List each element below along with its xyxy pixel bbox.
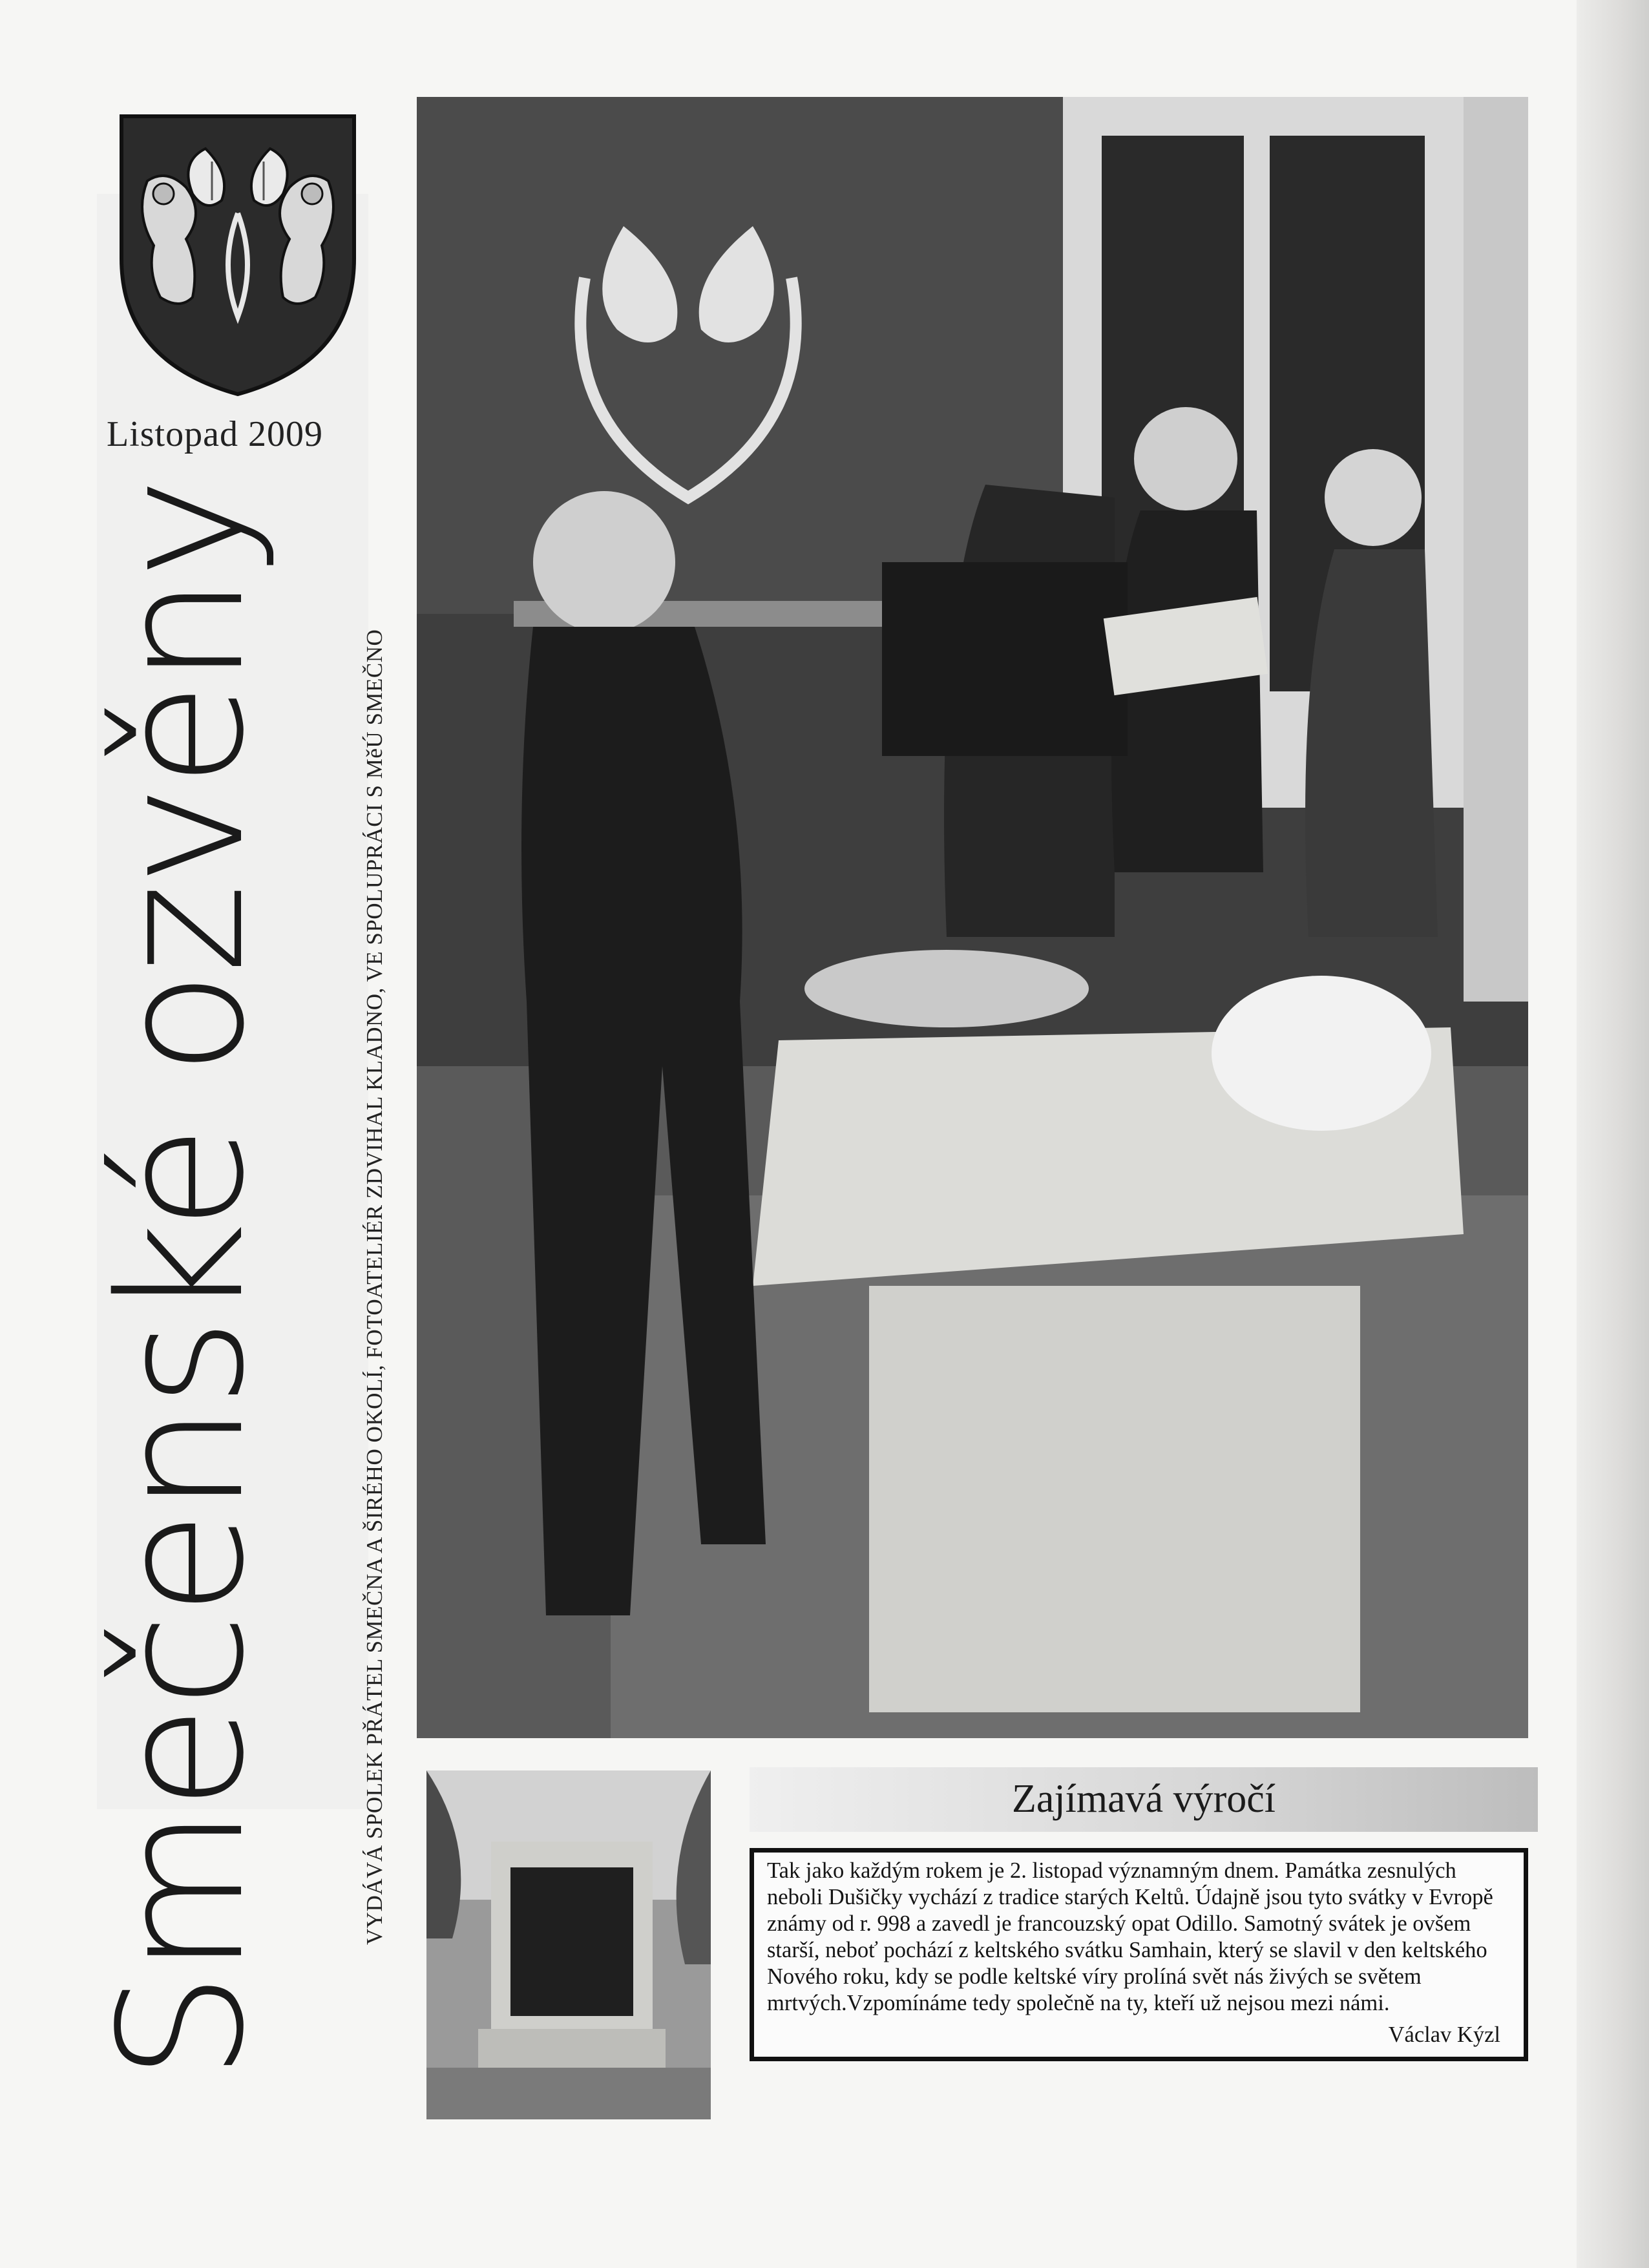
gravestone-photo xyxy=(426,1770,711,2119)
article-box xyxy=(750,1848,1528,2061)
article-body: Tak jako každým rokem je 2. listopad významným dnem. Památka zesnulých neboli Dušičky vychází z tradice starých Keltů. Údajně jsou tyto svátky v Evropě známy od r. 998 a zavedl je francouzský opat Odillo. Samotný svátek je ovšem starší, neboť pochází z keltského svátku Samhain, který se slavil v den keltského Nového roku, kdy se podle keltské víry prolíná svět nás živých se světem mrtvých.Vzpomínáme tedy společně na ty, kteří už nejsou mezi námi. xyxy=(767,1858,1493,2015)
publisher-subtitle: VYDÁVÁ SPOLEK PŘÁTEL SMEČNA A ŠIRÉHO OKOLÍ, FOTOATELIÉR ZDVIHAL KLADNO, VE SPOLUPRÁCI S MěÚ SMEČNO xyxy=(362,629,387,1945)
article-header xyxy=(750,1767,1538,1832)
magazine-title: Smečenské ozvěny xyxy=(83,479,282,2081)
article-author: Václav Kýzl xyxy=(1388,2022,1500,2047)
ceremony-photo xyxy=(417,97,1528,1738)
issue-date: Listopad 2009 xyxy=(107,414,323,454)
article-title: Zajímavá výročí xyxy=(1012,1777,1276,1821)
coat-of-arms-icon xyxy=(109,103,367,401)
scan-page-edge xyxy=(1577,0,1649,2268)
